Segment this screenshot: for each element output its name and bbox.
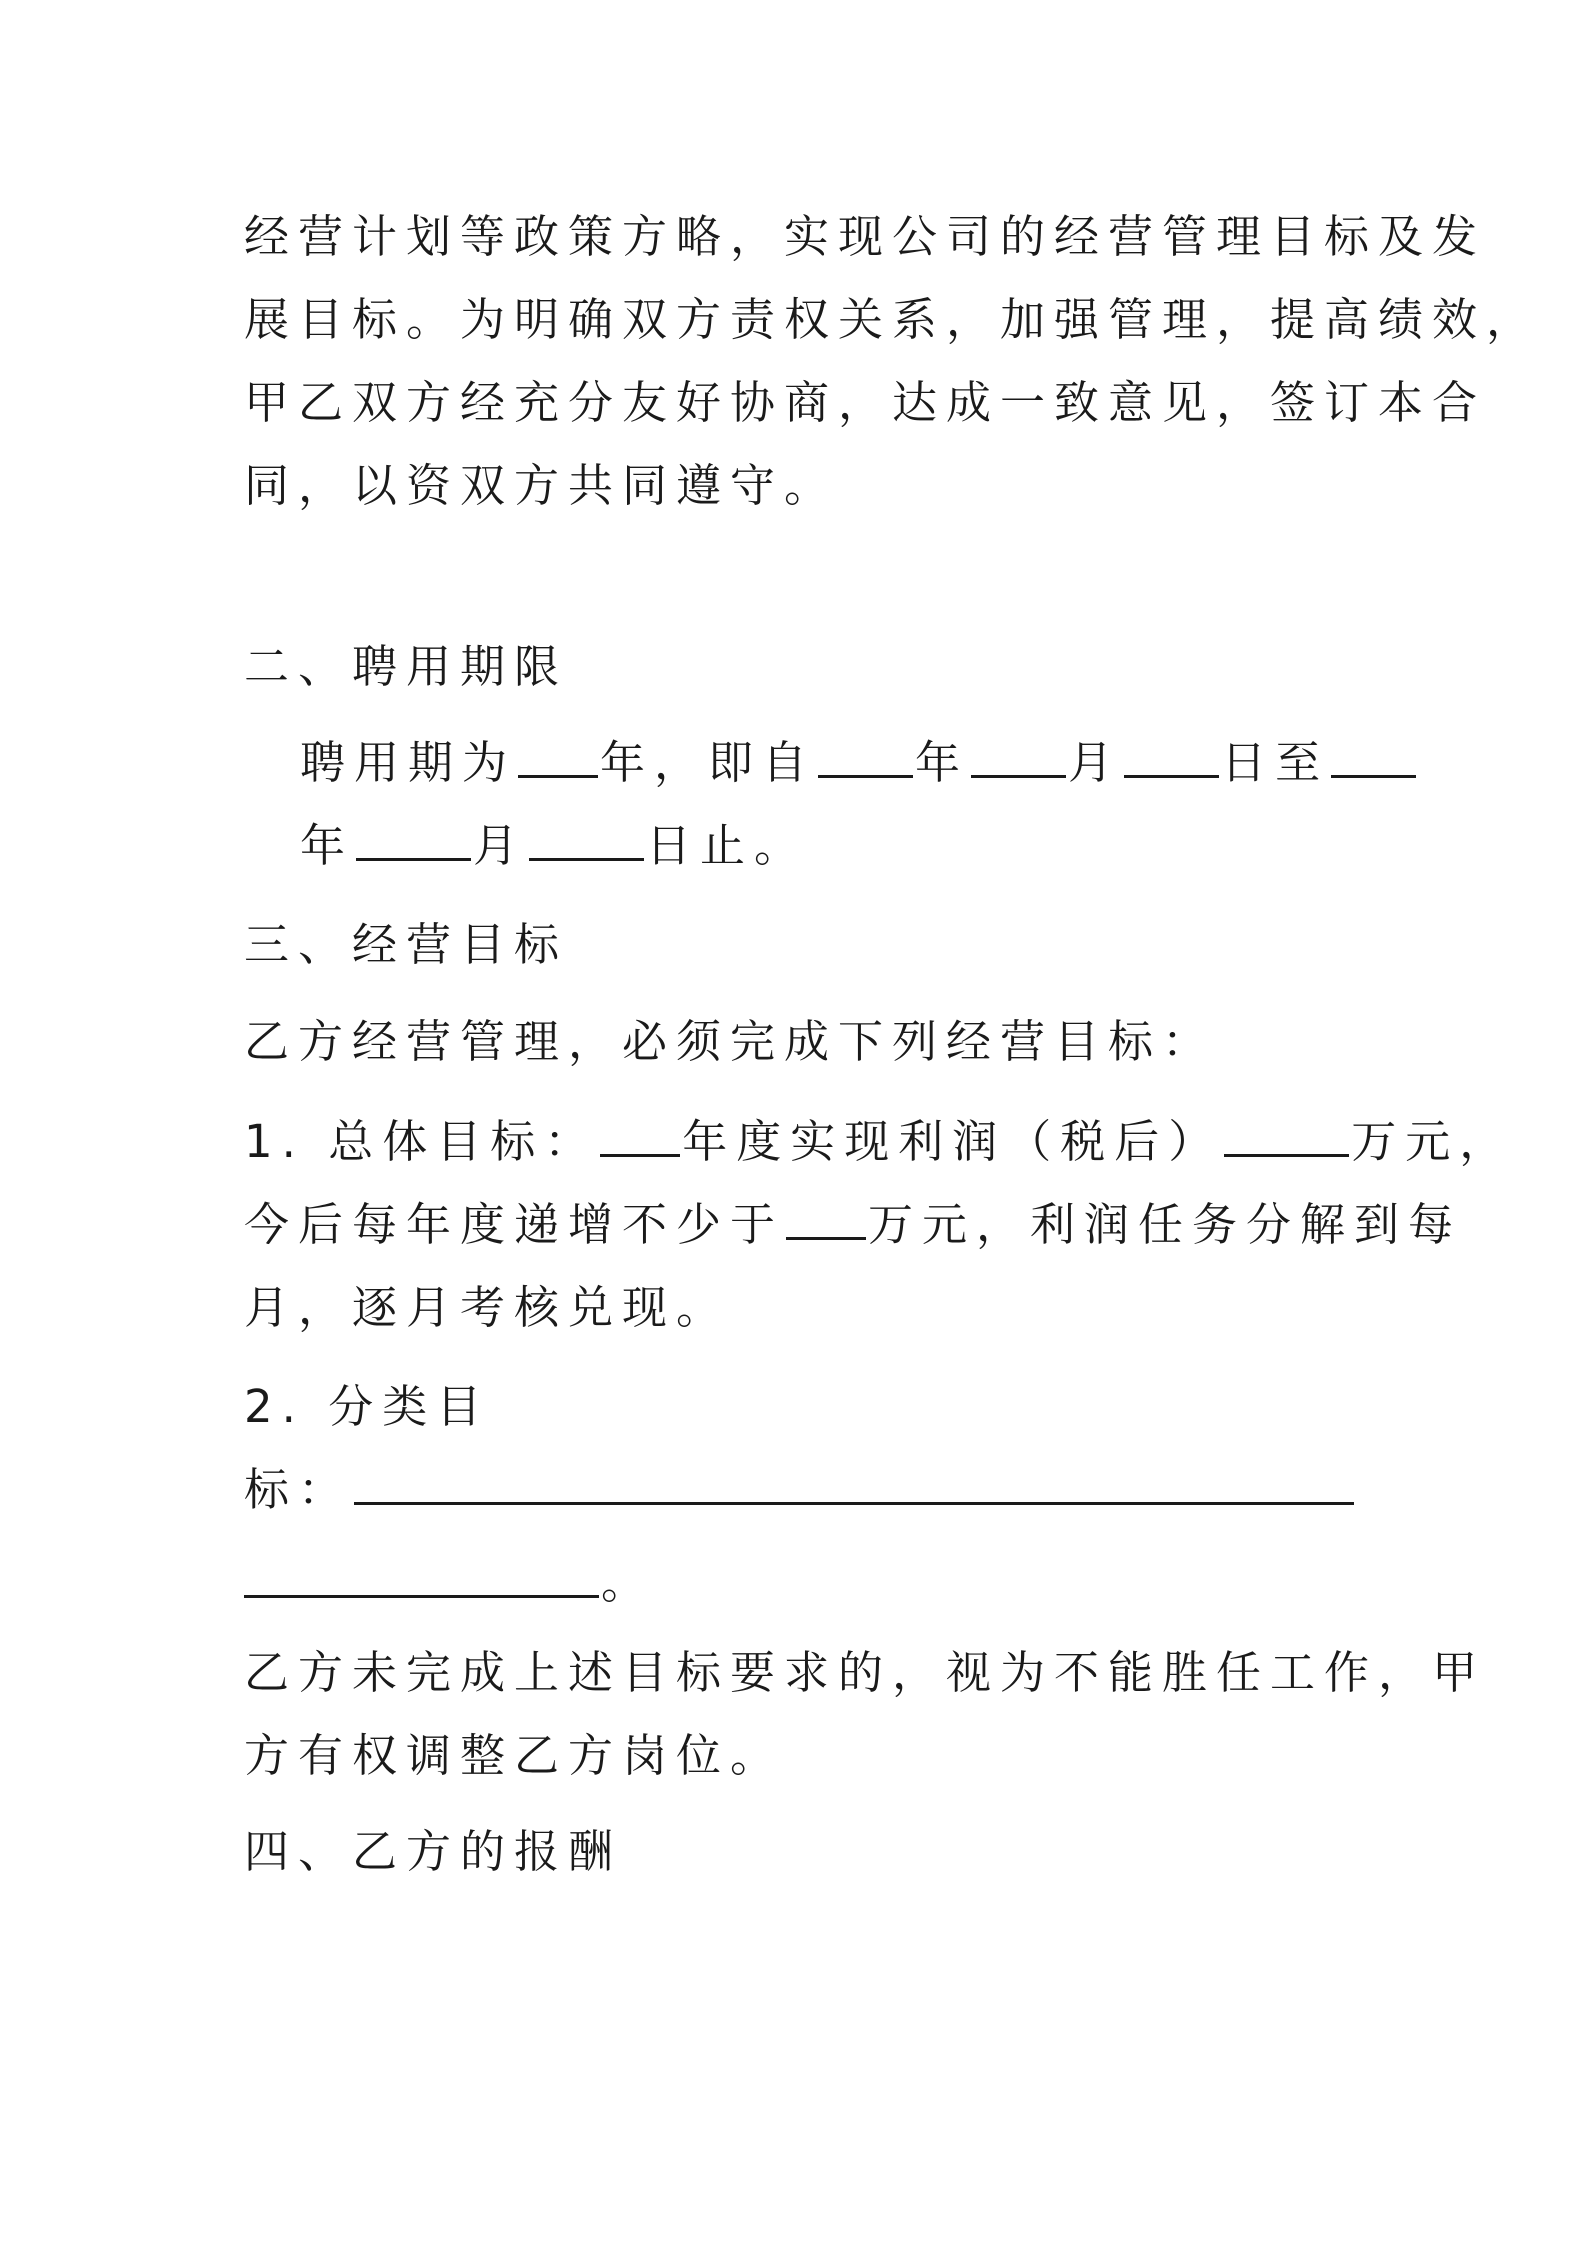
blank-field[interactable] — [529, 818, 644, 861]
item-text: 年度实现利润（税后） — [682, 1115, 1223, 1168]
item-1-line-2 — [244, 1195, 1462, 1255]
blank-field[interactable] — [971, 735, 1066, 778]
section-3-heading: 三、经营目标 — [244, 918, 569, 971]
section-3-lead: 乙方经营管理，必须完成下列经营目标： — [244, 1015, 1217, 1068]
blank-field[interactable] — [1331, 735, 1416, 778]
term-line-1 — [300, 733, 1418, 793]
term-text: 年，即自 — [600, 736, 817, 789]
item-text: 万元，利润任务分解到每 — [868, 1198, 1463, 1251]
item-text: 今后每年度递增不少于 — [244, 1198, 785, 1251]
blank-field[interactable] — [600, 1114, 680, 1157]
warning-line-2: 方有权调整乙方岗位。 — [244, 1729, 785, 1782]
term-text: 聘用期为 — [300, 736, 517, 789]
intro-line-4: 同，以资双方共同遵守。 — [244, 459, 839, 512]
blank-field[interactable] — [354, 1462, 1354, 1505]
item-text: 万元， — [1351, 1115, 1514, 1168]
section-2-heading: 二、聘用期限 — [244, 640, 569, 693]
blank-field[interactable] — [1224, 1114, 1349, 1157]
blank-field[interactable] — [786, 1197, 866, 1240]
term-text: 日至 — [1221, 736, 1330, 789]
item-2-line-3 — [244, 1553, 655, 1613]
blank-field[interactable] — [518, 735, 598, 778]
term-text: 年 — [300, 819, 355, 872]
item-1-line-3: 月，逐月考核兑现。 — [244, 1281, 731, 1334]
blank-field[interactable] — [818, 735, 913, 778]
term-text: 年 — [915, 736, 970, 789]
intro-line-3: 甲乙双方经充分友好协商，达成一致意见，签订本合 — [244, 376, 1487, 429]
term-line-2 — [300, 816, 808, 876]
warning-line-1: 乙方未完成上述目标要求的，视为不能胜任工作，甲 — [244, 1646, 1487, 1699]
item-text: 1. 总体目标： — [244, 1115, 599, 1168]
item-2-line-2 — [244, 1460, 1356, 1520]
item-1-line-1 — [244, 1112, 1513, 1172]
intro-line-2: 展目标。为明确双方责权关系，加强管理，提高绩效， — [244, 293, 1541, 346]
intro-line-1: 经营计划等政策方略，实现公司的经营管理目标及发 — [244, 210, 1487, 263]
item-2-line-1: 2. 分类目 — [244, 1380, 491, 1433]
term-text: 月 — [1068, 736, 1123, 789]
section-4-heading: 四、乙方的报酬 — [244, 1825, 623, 1878]
item-text: 标： — [244, 1463, 353, 1516]
term-text: 日止。 — [646, 819, 809, 872]
blank-field[interactable] — [1124, 735, 1219, 778]
blank-field[interactable] — [356, 818, 471, 861]
blank-field[interactable] — [244, 1555, 599, 1598]
term-text: 月 — [473, 819, 528, 872]
item-text: 。 — [601, 1556, 656, 1609]
